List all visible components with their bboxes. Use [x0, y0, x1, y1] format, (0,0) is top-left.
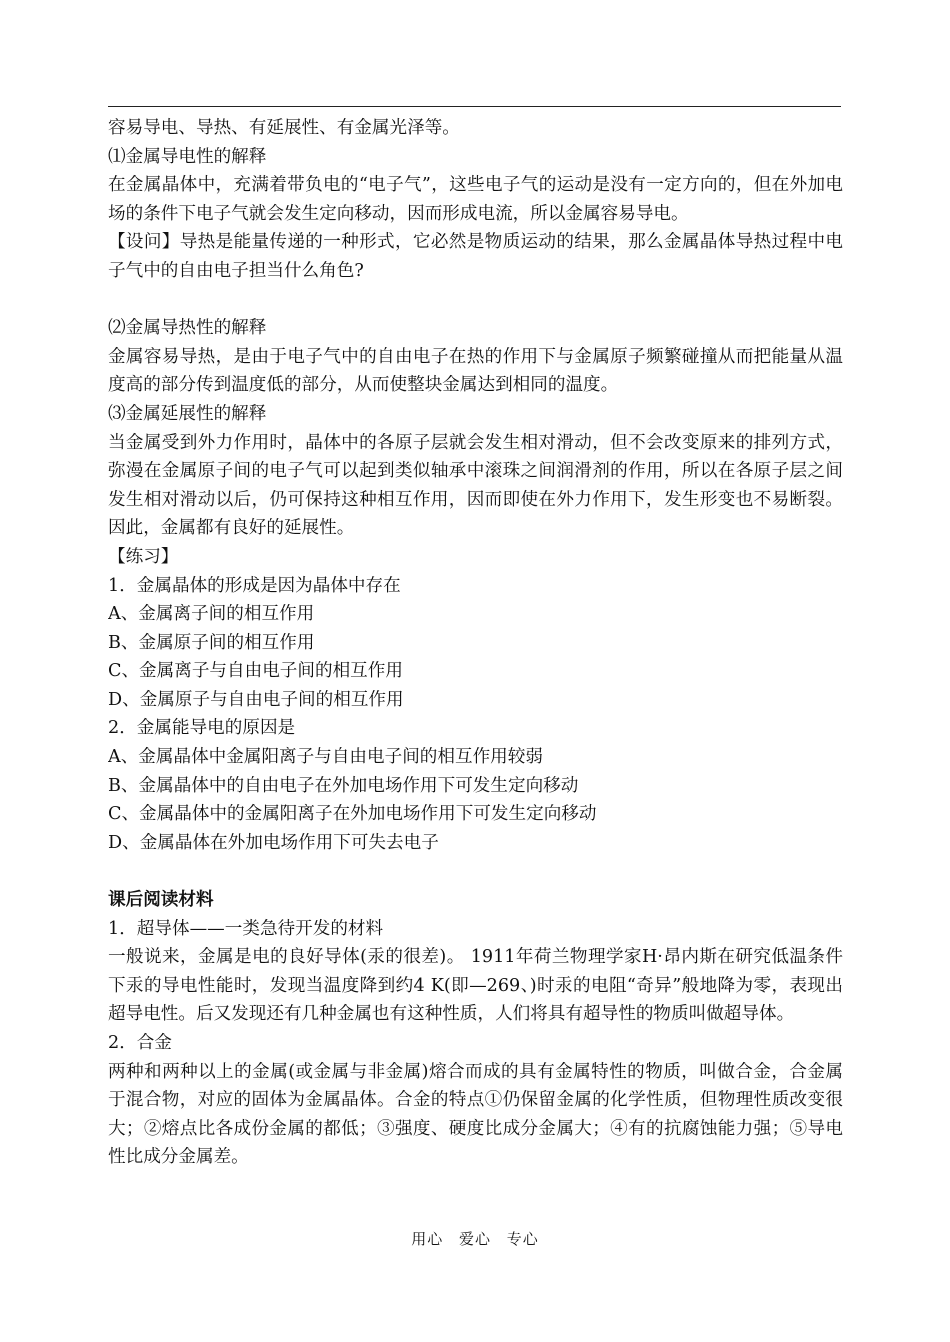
document-body — [108, 114, 843, 1172]
page-footer: 用心 爱心 专心 — [411, 1230, 539, 1248]
text-line: C、金属离子与自由电子间的相互作用 — [108, 661, 403, 682]
paragraph: 一般说来，金属是电的良好导体(汞的很差)。 1911年荷兰物理学家H·昂内斯在研究低温条件下汞的导电性能时，发现当温度降到约4 K(即—269、)时汞的电阻“奇异”般地降为零，表现出超导电性。后又发现还有几种金属也有这种性质，人们将具有超导性的物质叫做超导体。 — [108, 947, 843, 1025]
text-line: B、金属原子间的相互作用 — [108, 632, 315, 653]
paragraph: 当金属受到外力作用时，晶体中的各原子层就会发生相对滑动，但不会改变原来的排列方式，弥漫在金属原子间的电子气可以起到类似轴承中滚珠之间润滑剂的作用，所以在各原子层之间发生相对滑动以后，仍可保持这种相互作用，因而即使在外力作用下，发生形变也不易断裂。因此，金属都有良好的延展性。 — [108, 432, 843, 539]
text-line: ⑶金属延展性的解释 — [108, 403, 267, 424]
text-line: A、金属离子间的相互作用 — [108, 604, 315, 625]
text-line: 容易导电、导热、有延展性、有金属光泽等。 — [108, 118, 460, 138]
blank-line — [108, 286, 843, 315]
text-line: D、金属晶体在外加电场作用下可失去电子 — [108, 832, 439, 853]
text-line: D、金属原子与自由电子间的相互作用 — [108, 689, 404, 710]
section-heading: 课后阅读材料 — [108, 889, 214, 911]
text-line: C、金属晶体中的金属阳离子在外加电场作用下可发生定向移动 — [108, 804, 597, 825]
paragraph: 两种和两种以上的金属(或金属与非金属)熔合而成的具有金属特性的物质，叫做合金，合金属于混合物，对应的固体为金属晶体。合金的特点①仍保留金属的化学性质，但物理性质改变很大；②熔点比各成份金属的都低；③强度、硬度比成分金属大；④有的抗腐蚀能力强；⑤导电性比成分金属差。 — [108, 1061, 843, 1168]
paragraph: 在金属晶体中，充满着带负电的“电子气”，这些电子气的运动是没有一定方向的，但在外加电场的条件下电子气就会发生定向移动，因而形成电流，所以金属容易导电。 — [108, 175, 843, 224]
text-line: 1．金属晶体的形成是因为晶体中存在 — [108, 575, 401, 596]
text-line: 2．金属能导电的原因是 — [108, 718, 296, 739]
text-line: ⑴金属导电性的解释 — [108, 146, 267, 167]
text-line: 2．合金 — [108, 1033, 172, 1053]
header-rule — [108, 106, 841, 107]
text-line: ⑵金属导热性的解释 — [108, 318, 267, 339]
text-line: B、金属晶体中的自由电子在外加电场作用下可发生定向移动 — [108, 775, 579, 796]
paragraph: 【设问】导热是能量传递的一种形式，它必然是物质运动的结果，那么金属晶体导热过程中电子气中的自由电子担当什么角色? — [108, 232, 843, 281]
text-line: 1．超导体——一类急待开发的材料 — [108, 918, 384, 939]
text-line: 【练习】 — [108, 546, 179, 567]
text-line: A、金属晶体中金属阳离子与自由电子间的相互作用较弱 — [108, 747, 543, 768]
blank-line — [108, 857, 843, 886]
paragraph: 金属容易导热，是由于电子气中的自由电子在热的作用下与金属原子频繁碰撞从而把能量从温度高的部分传到温度低的部分，从而使整块金属达到相同的温度。 — [108, 346, 843, 396]
